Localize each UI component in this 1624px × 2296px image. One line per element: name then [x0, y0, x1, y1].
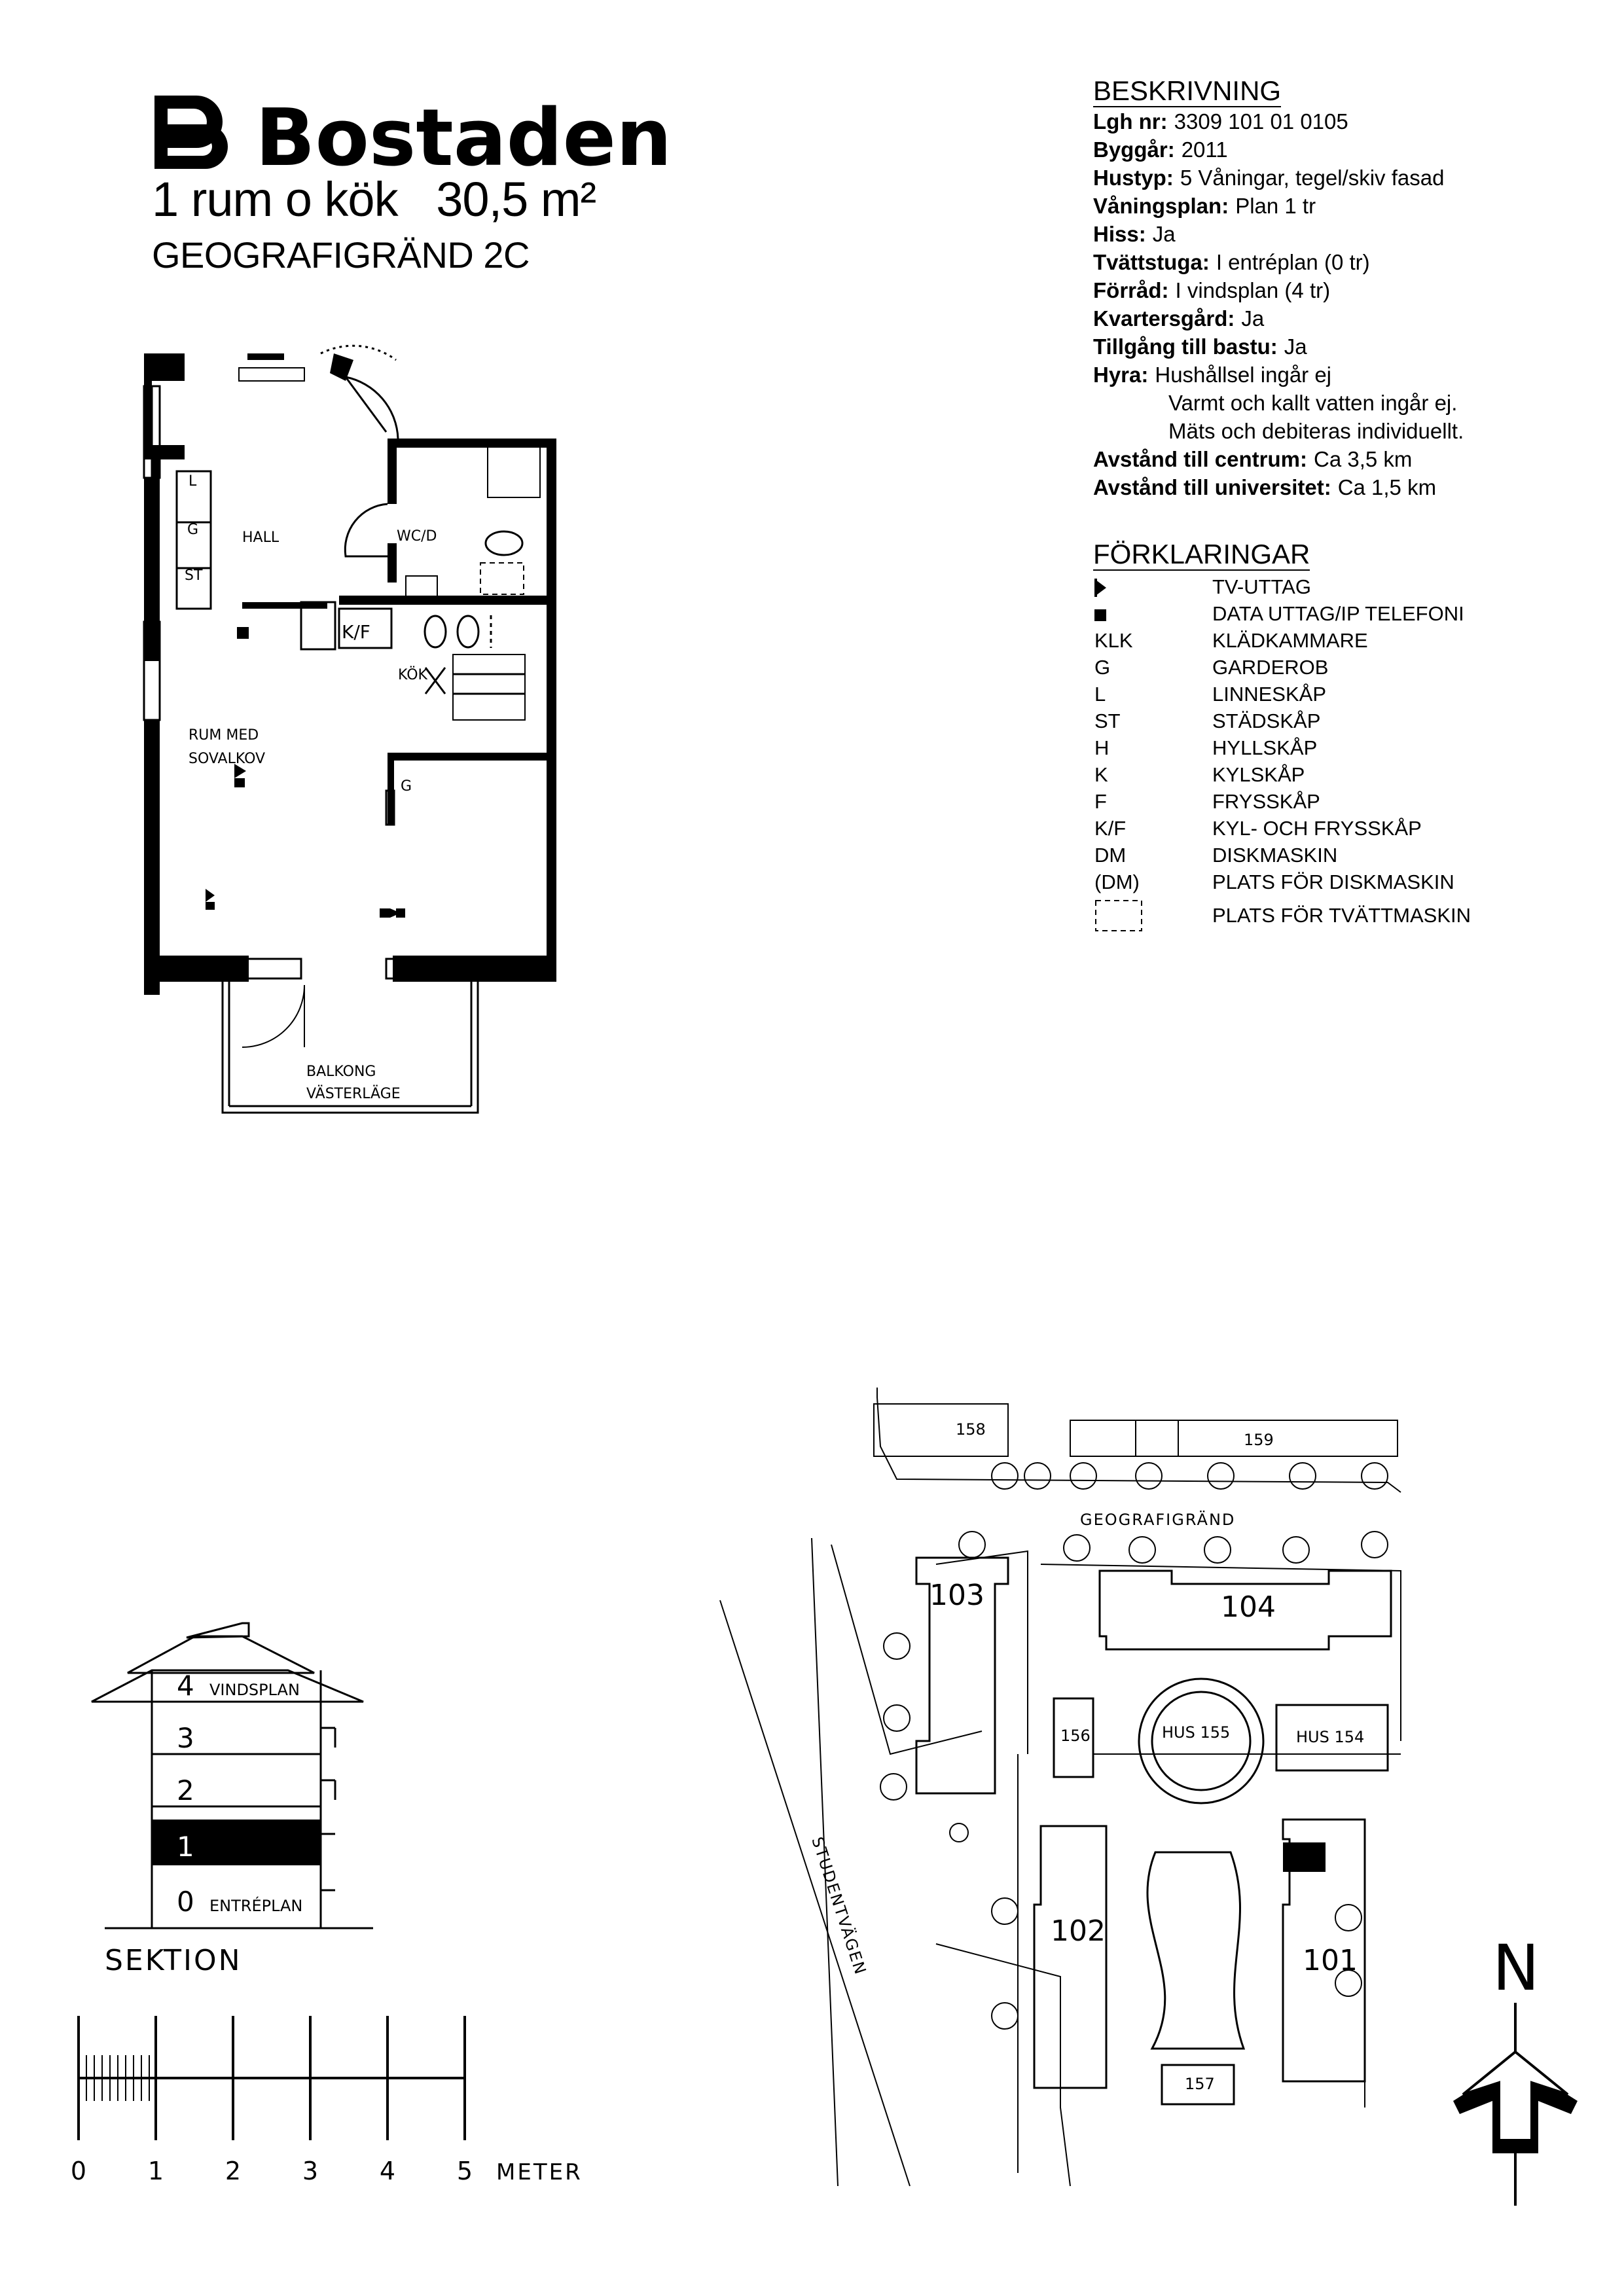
- description-label: Hiss:: [1093, 222, 1146, 246]
- description-value: Ja: [1152, 222, 1176, 246]
- floorplan-label-wcd: WC/D: [397, 528, 437, 545]
- section-floor-4-number: 4: [177, 1670, 194, 1702]
- scale-tick-2: 2: [225, 2157, 242, 2185]
- description-label: Våningsplan:: [1093, 194, 1229, 218]
- legend-code: DM: [1094, 844, 1127, 867]
- description-value: Ja: [1241, 306, 1265, 331]
- floorplan-label-g: G: [187, 522, 199, 538]
- legend-item: [1093, 573, 1551, 600]
- site-plan: [720, 1388, 1558, 2199]
- scale-tick-5: 5: [456, 2157, 473, 2185]
- floorplan-label-kok: KÖK: [398, 667, 427, 683]
- legend-desc: DISKMASKIN: [1212, 844, 1338, 867]
- description-value: I vindsplan (4 tr): [1175, 278, 1331, 302]
- siteplan-street-top: GEOGRAFIGRÄND: [1080, 1511, 1236, 1529]
- section-floor-1-number: 1: [177, 1831, 194, 1863]
- description-value: 5 Våningar, tegel/skiv fasad: [1180, 166, 1445, 190]
- section-floor-3-number: 3: [177, 1722, 194, 1754]
- legend-desc: FRYSSKÅP: [1212, 790, 1320, 813]
- floorplan-label-balkong-1: BALKONG: [306, 1064, 376, 1080]
- legend-desc: GARDEROB: [1212, 656, 1329, 679]
- distance-rows: [1093, 445, 1525, 501]
- legend-desc: KYLSKÅP: [1212, 763, 1305, 786]
- legend-item: [1093, 815, 1551, 842]
- description-label: Hyra:: [1093, 363, 1149, 387]
- description-label: Tvättstuga:: [1093, 250, 1210, 274]
- section-floor-2-number: 2: [177, 1774, 194, 1806]
- legend-code: ST: [1094, 709, 1121, 732]
- description-value: Hushållsel ingår ej: [1155, 363, 1332, 387]
- scale-tick-3: 3: [302, 2157, 319, 2185]
- description-label: Lgh nr:: [1093, 109, 1168, 134]
- distance-row: [1093, 445, 1525, 473]
- siteplan-street-side: STUDENTVÄGEN: [808, 1835, 871, 1978]
- description-value: 3309 101 01 0105: [1174, 109, 1348, 134]
- section-floor-4-name: VINDSPLAN: [209, 1681, 300, 1699]
- legend-code: G: [1094, 656, 1111, 679]
- siteplan-154: HUS 154: [1296, 1728, 1365, 1746]
- siteplan-155: HUS 155: [1162, 1723, 1231, 1742]
- siteplan-157: 157: [1185, 2075, 1215, 2093]
- scale-unit: METER: [496, 2159, 583, 2185]
- bostaden-wordmark: Bostaden: [255, 93, 672, 184]
- scale-tick-4: 4: [379, 2157, 396, 2185]
- scale-tick-0: 0: [70, 2157, 87, 2185]
- floorplan-label-l: L: [189, 473, 197, 490]
- legend-item: [1093, 654, 1551, 681]
- legend-heading: FÖRKLARINGAR: [1093, 539, 1310, 569]
- scale-tick-1: 1: [147, 2157, 164, 2185]
- description-label: Förråd:: [1093, 278, 1169, 302]
- legend-desc: TV-UTTAG: [1212, 575, 1311, 598]
- bostaden-logo: [151, 92, 672, 184]
- description-row: [1093, 304, 1525, 332]
- legend-code: F: [1094, 790, 1107, 813]
- section-floor-0-number: 0: [177, 1886, 194, 1918]
- legend-item: [1093, 708, 1551, 734]
- legend-item: [1093, 627, 1551, 654]
- description-row: [1093, 220, 1525, 248]
- description-row: [1093, 192, 1525, 220]
- distance-row: [1093, 473, 1525, 501]
- floorplan-label-balkong-2: VÄSTERLÄGE: [306, 1086, 401, 1102]
- siteplan-159: 159: [1244, 1431, 1274, 1449]
- description-rows: [1093, 107, 1525, 389]
- legend-desc: STÄDSKÅP: [1212, 709, 1321, 732]
- legend-desc: PLATS FÖR TVÄTTMASKIN: [1212, 904, 1471, 927]
- legend-item: [1093, 734, 1551, 761]
- description-row: [1093, 276, 1525, 304]
- description-row: [1093, 164, 1525, 192]
- floorplan-label-rum-2: SOVALKOV: [189, 751, 266, 767]
- building-102: [1034, 1826, 1106, 2088]
- legend-desc: PLATS FÖR DISKMASKIN: [1212, 870, 1454, 893]
- distance-label: Avstånd till universitet:: [1093, 475, 1331, 499]
- legend-item: [1093, 761, 1551, 788]
- description-row: [1093, 135, 1525, 164]
- siteplan-102: 102: [1051, 1914, 1106, 1948]
- floorplan-label-hall: HALL: [242, 529, 280, 546]
- legend-list: [1093, 573, 1551, 933]
- apartment-title: 1 rum o kök 30,5 m²: [152, 172, 596, 226]
- description-label: Tillgång till bastu:: [1093, 334, 1278, 359]
- washer-placeholder-icon: [1094, 899, 1143, 932]
- legend-code: (DM): [1094, 870, 1140, 893]
- description-row: [1093, 361, 1525, 389]
- legend-code: K/F: [1094, 817, 1127, 840]
- legend-item: [1093, 681, 1551, 708]
- description-row: [1093, 248, 1525, 276]
- description-row: [1093, 107, 1525, 135]
- legend-desc: LINNESKÅP: [1212, 683, 1327, 706]
- description-value: I entréplan (0 tr): [1216, 250, 1370, 274]
- rent-extra-1: Varmt och kallt vatten ingår ej.: [1168, 391, 1458, 415]
- rent-extra-2: Mäts och debiteras individuellt.: [1168, 419, 1464, 443]
- building-section: [79, 1610, 393, 2009]
- tv-outlet-icon: [1094, 579, 1108, 597]
- siteplan-158: 158: [956, 1420, 986, 1439]
- description-panel: [1093, 77, 1525, 501]
- floorplan-label-g2: G: [401, 778, 412, 795]
- legend-desc: KLÄDKAMMARE: [1212, 629, 1368, 652]
- north-label: N: [1492, 1931, 1540, 2005]
- legend-panel: [1093, 541, 1551, 933]
- description-value: Plan 1 tr: [1235, 194, 1316, 218]
- siteplan-104: 104: [1221, 1590, 1276, 1624]
- siteplan-103: 103: [929, 1579, 984, 1612]
- data-outlet-icon: [1094, 609, 1106, 621]
- legend-desc: KYL- OCH FRYSSKÅP: [1212, 817, 1422, 840]
- description-label: Hustyp:: [1093, 166, 1174, 190]
- legend-code: KLK: [1094, 629, 1133, 652]
- apartment-address: GEOGRAFIGRÄND 2C: [152, 234, 530, 276]
- legend-item: [1093, 600, 1551, 627]
- legend-item: [1093, 788, 1551, 815]
- description-label: Byggår:: [1093, 137, 1175, 162]
- scale-bar: [65, 2003, 589, 2199]
- distance-value: Ca 3,5 km: [1314, 447, 1413, 471]
- siteplan-101: 101: [1303, 1944, 1358, 1977]
- bostaden-logo-mark: [154, 96, 228, 169]
- legend-desc: DATA UTTAG/IP TELEFONI: [1212, 602, 1464, 625]
- floorplan-label-rum-1: RUM MED: [189, 727, 259, 744]
- legend-item: [1093, 895, 1551, 933]
- distance-label: Avstånd till centrum:: [1093, 447, 1307, 471]
- section-title: SEKTION: [105, 1944, 242, 1977]
- legend-code: H: [1094, 736, 1110, 759]
- description-label: Kvartersgård:: [1093, 306, 1235, 331]
- siteplan-156: 156: [1060, 1727, 1091, 1745]
- section-floor-0-name: ENTRÉPLAN: [209, 1897, 303, 1915]
- floorplan-label-st: ST: [185, 567, 203, 584]
- description-heading: BESKRIVNING: [1093, 75, 1282, 106]
- north-arrow-icon: [1447, 1931, 1584, 2219]
- description-row: [1093, 332, 1525, 361]
- legend-code: K: [1094, 763, 1108, 786]
- legend-item: [1093, 869, 1551, 895]
- apartment-floor-plan: [137, 340, 569, 1119]
- description-value: Ja: [1284, 334, 1307, 359]
- legend-desc: HYLLSKÅP: [1212, 736, 1318, 759]
- legend-code: L: [1094, 683, 1106, 706]
- floorplan-label-kf: K/F: [342, 621, 370, 643]
- legend-item: [1093, 842, 1551, 869]
- apartment-location-marker: [1283, 1842, 1326, 1872]
- distance-value: Ca 1,5 km: [1337, 475, 1437, 499]
- description-value: 2011: [1181, 137, 1228, 162]
